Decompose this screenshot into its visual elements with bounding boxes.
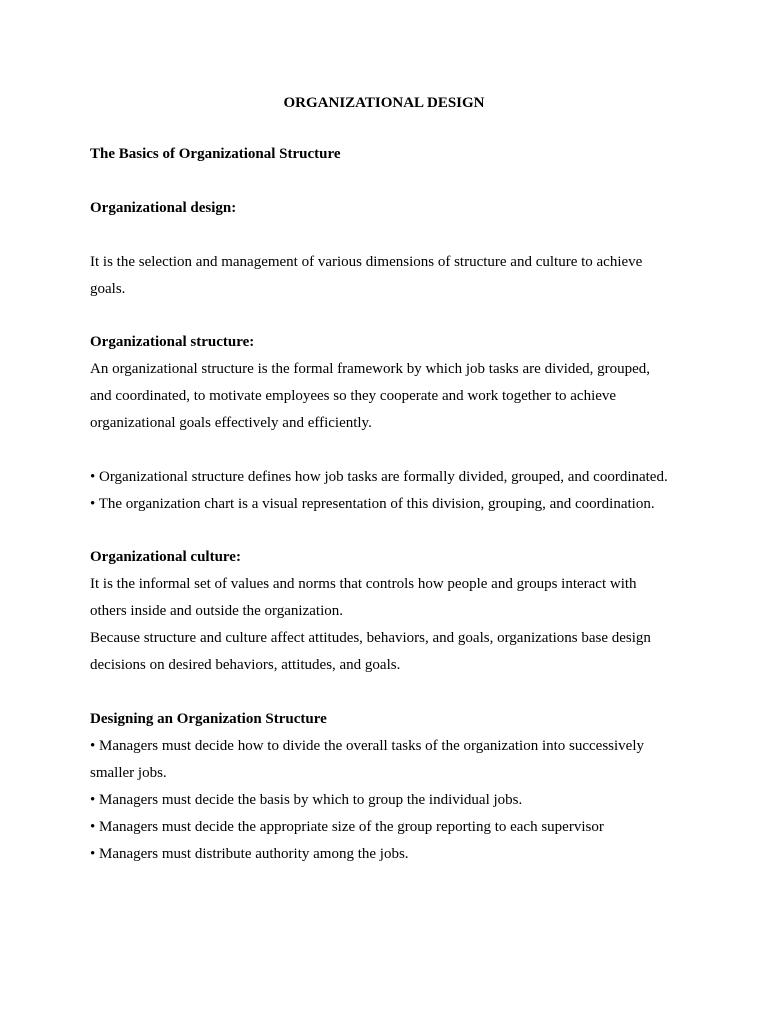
document-body <box>90 91 680 868</box>
paragraph-line: decisions on desired behaviors, attitudes, and goals. <box>90 657 401 673</box>
paragraph-line: It is the informal set of values and norms that controls how people and groups interact with <box>90 576 637 592</box>
paragraph-line: and coordinated, to motivate employees so they cooperate and work together to achieve <box>90 388 617 404</box>
paragraph-line: smaller jobs. <box>90 765 167 781</box>
section-heading-org-culture: Organizational culture: <box>90 549 241 565</box>
paragraph-line: It is the selection and management of various dimensions of structure and culture to achieve <box>90 254 643 270</box>
paragraph-line: others inside and outside the organization. <box>90 603 344 619</box>
section-heading-org-structure: Organizational structure: <box>90 334 255 350</box>
bullet-item: • Managers must distribute authority among the jobs. <box>90 846 409 862</box>
spacer <box>90 168 680 195</box>
bullet-item: • Organizational structure defines how job tasks are formally divided, grouped, and coordinated. <box>90 469 668 485</box>
spacer <box>90 115 680 141</box>
paragraph-line: Because structure and culture affect attitudes, behaviors, and goals, organizations base design <box>90 630 651 646</box>
spacer <box>90 222 680 249</box>
bullet-item: • Managers must decide the appropriate size of the group reporting to each supervisor <box>90 819 604 835</box>
section-heading-designing: Designing an Organization Structure <box>90 711 327 727</box>
section-heading-basics: The Basics of Organizational Structure <box>90 146 341 162</box>
bullet-item: • The organization chart is a visual representation of this division, grouping, and coordination. <box>90 496 655 512</box>
paragraph-line: organizational goals effectively and efficiently. <box>90 415 372 431</box>
paragraph-line: An organizational structure is the formal framework by which job tasks are divided, grouped, <box>90 361 650 377</box>
spacer <box>90 679 680 706</box>
paragraph-line: goals. <box>90 281 126 297</box>
bullet-item: • Managers must decide how to divide the overall tasks of the organization into successively <box>90 738 645 754</box>
spacer <box>90 303 680 329</box>
spacer <box>90 437 680 464</box>
bullet-item: • Managers must decide the basis by which to group the individual jobs. <box>90 792 523 808</box>
document-title: ORGANIZATIONAL DESIGN <box>283 95 485 111</box>
section-heading-org-design: Organizational design: <box>90 200 237 216</box>
spacer <box>90 518 680 544</box>
